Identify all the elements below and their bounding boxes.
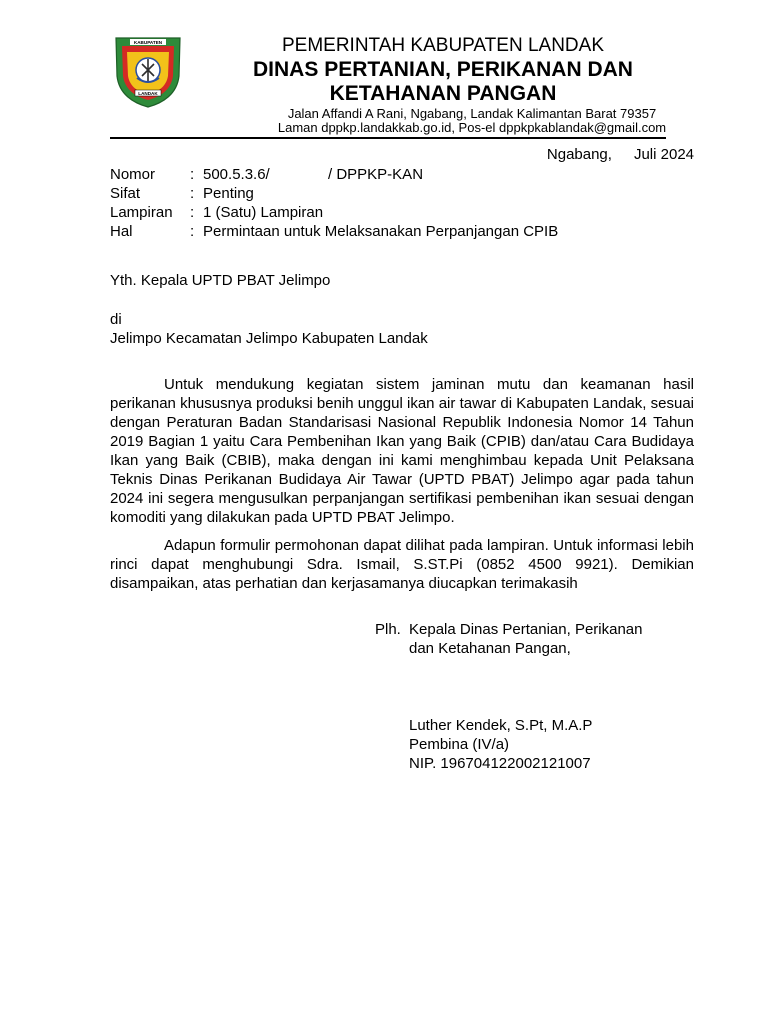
signature-rank: Pembina (IV/a) (409, 736, 510, 753)
landak-regency-emblem-icon (113, 32, 183, 108)
meta-colon: : (190, 185, 195, 202)
meta-label: Hal (110, 223, 133, 240)
meta-value: Penting (203, 185, 254, 202)
letterhead-government: PEMERINTAH KABUPATEN LANDAK (281, 35, 604, 56)
meta-label: Lampiran (110, 204, 173, 221)
meta-value: Permintaan untuk Melaksanakan Perpanjangan CPIB (203, 223, 559, 240)
signature-title-line2: dan Ketahanan Pangan, (409, 640, 571, 657)
meta-label: Sifat (110, 185, 141, 202)
letterhead-contact: Laman dppkp.landakkab.go.id, Pos-el dppkpkablandak@gmail.com (277, 120, 667, 135)
letterhead-agency-line1: DINAS PERTANIAN, PERIKANAN DAN (253, 58, 633, 81)
recipient-place: Jelimpo Kecamatan Jelimpo Kabupaten Landak (110, 330, 428, 347)
date-month-year: Juli 2024 (633, 146, 694, 163)
meta-value: 1 (Satu) Lampiran (203, 204, 324, 221)
recipient-line: Yth. Kepala UPTD PBAT Jelimpo (110, 272, 331, 289)
meta-colon: : (190, 166, 195, 183)
meta-colon: : (190, 223, 195, 240)
emblem-bottom-text: LANDAK (138, 91, 158, 96)
body-paragraph-1: Untuk mendukung kegiatan sistem jaminan mutu dan keamanan hasil perikanan khususnya produksi benih unggul ikan air tawar di Kabupaten Landak, sesuai dengan Peraturan Badan Standarisasi Nasional Republik Indonesia Nomor 14 Tahun 2019 Bagian 1 yaitu Cara Pembenihan Ikan yang Baik (CPIB) dan/atau Cara Budidaya Ikan yang Baik (CBIB), maka dengan ini kami menghimbau kepada Unit Pelaksana Teknis Dinas Perikanan Budidaya Air Tawar (UPTD PBAT) Jelimpo agar pada tahun 2024 ini segera mengusulkan perpanjangan sertifikasi pembenihan ikan sesuai dengan komoditi yang dilakukan pada UPTD PBAT Jelimpo. (110, 376, 694, 526)
letterhead-address: Jalan Affandi A Rani, Ngabang, Landak Kalimantan Barat 79357 (287, 106, 657, 121)
meta-value: 500.5.3.6/ (203, 166, 270, 183)
letterhead-divider (110, 137, 666, 139)
signature-title-line1: Kepala Dinas Pertanian, Perikanan (409, 621, 643, 638)
meta-value-suffix: / DPPKP-KAN (328, 166, 424, 183)
date-place: Ngabang, (546, 146, 612, 163)
signature-plh: Plh. (375, 621, 401, 638)
letter-date (480, 145, 694, 164)
signature-nip: NIP. 196704122002121007 (409, 755, 591, 772)
meta-label: Nomor (110, 166, 156, 183)
meta-colon: : (190, 204, 195, 221)
recipient-di: di (110, 311, 122, 328)
letterhead-agency-line2: KETAHANAN PANGAN (329, 82, 557, 105)
signature-name: Luther Kendek, S.Pt, M.A.P (409, 717, 593, 734)
emblem-top-text: KABUPATEN (133, 40, 163, 45)
body-paragraph-2: Adapun formulir permohonan dapat dilihat pada lampiran. Untuk informasi lebih rinci dapat menghubungi Sdra. Ismail, S.ST.Pi (0852 4500 9921). Demikian disampaikan, atas perhatian dan kerjasamanya diucapkan terimakasih (110, 537, 694, 592)
